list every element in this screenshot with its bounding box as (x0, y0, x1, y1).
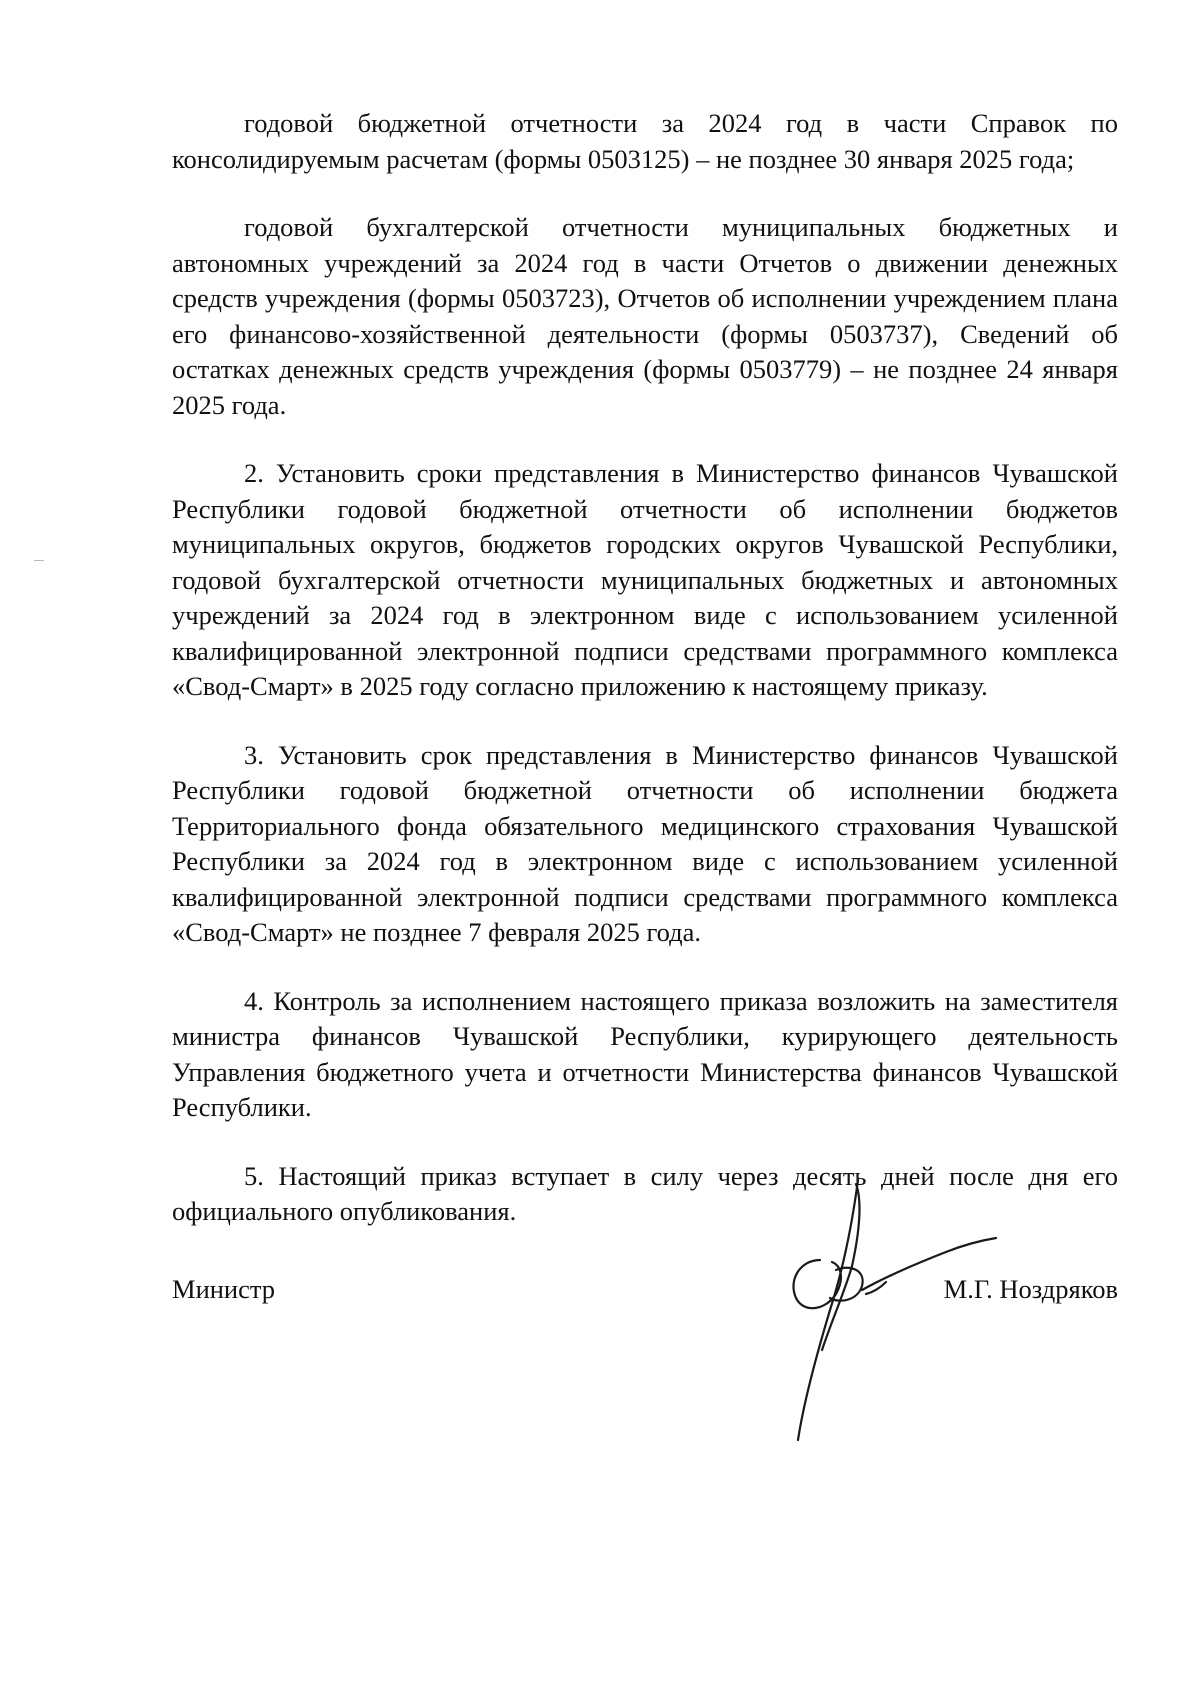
paragraph-item-5: 5. Настоящий приказ вступает в силу через десять дней после дня его официального опубликования. (172, 1160, 1118, 1226)
paragraph-budget-reporting: годовой бюджетной отчетности за 2024 год в части Справок по консолидируемым расчетам (формы 0503125) – не позднее 30 января 2025 года; (172, 108, 1118, 174)
handwritten-signature-icon (770, 1170, 1010, 1460)
document-body (172, 106, 1118, 1263)
scan-margin-mark (34, 560, 44, 561)
paragraph-item-4: 4. Контроль за исполнением настоящего приказа возложить на заместителя министра финансов Чувашской Республики, курирующего деятельность Управления бюджетного учета и отчетности Министерства финансов Чувашской Республики. (172, 985, 1118, 1122)
paragraph-accounting-reporting: годовой бухгалтерской отчетности муниципальных бюджетных и автономных учреждений за 2024 год в части Отчетов о движении денежных средств учреждения (формы 0503723), Отчетов об исполнении учреждением плана его финансово-хозяйственной деятельности (формы 0503737), Сведений об остатках денежных средств учреждения (формы 0503779) – не позднее 24 января 2025 года. (172, 212, 1118, 420)
paragraph-item-2: 2. Установить сроки представления в Министерство финансов Чувашской Республики годовой бюджетной отчетности об исполнении бюджетов муниципальных округов, бюджетов городских округов Чувашской Республики, годовой бухгалтерской отчетности муниципальных бюджетных и автономных учреждений за 2024 год в электронном виде с использованием усиленной квалифицированной электронной подписи средствами программного комплекса «Свод-Смарт» в 2025 году согласно приложению к настоящему приказу. (172, 458, 1118, 701)
signer-title: Министр (172, 1274, 276, 1304)
paragraph-item-3: 3. Установить срок представления в Министерство финансов Чувашской Республики годовой бюджетной отчетности об исполнении бюджета Территориального фонда обязательного медицинского страхования Чувашской Республики за 2024 год в электронном виде с использованием усиленной квалифицированной электронной подписи средствами программного комплекса «Свод-Смарт» не позднее 7 февраля 2025 года. (172, 739, 1118, 947)
signer-name: М.Г. Ноздряков (943, 1274, 1118, 1304)
